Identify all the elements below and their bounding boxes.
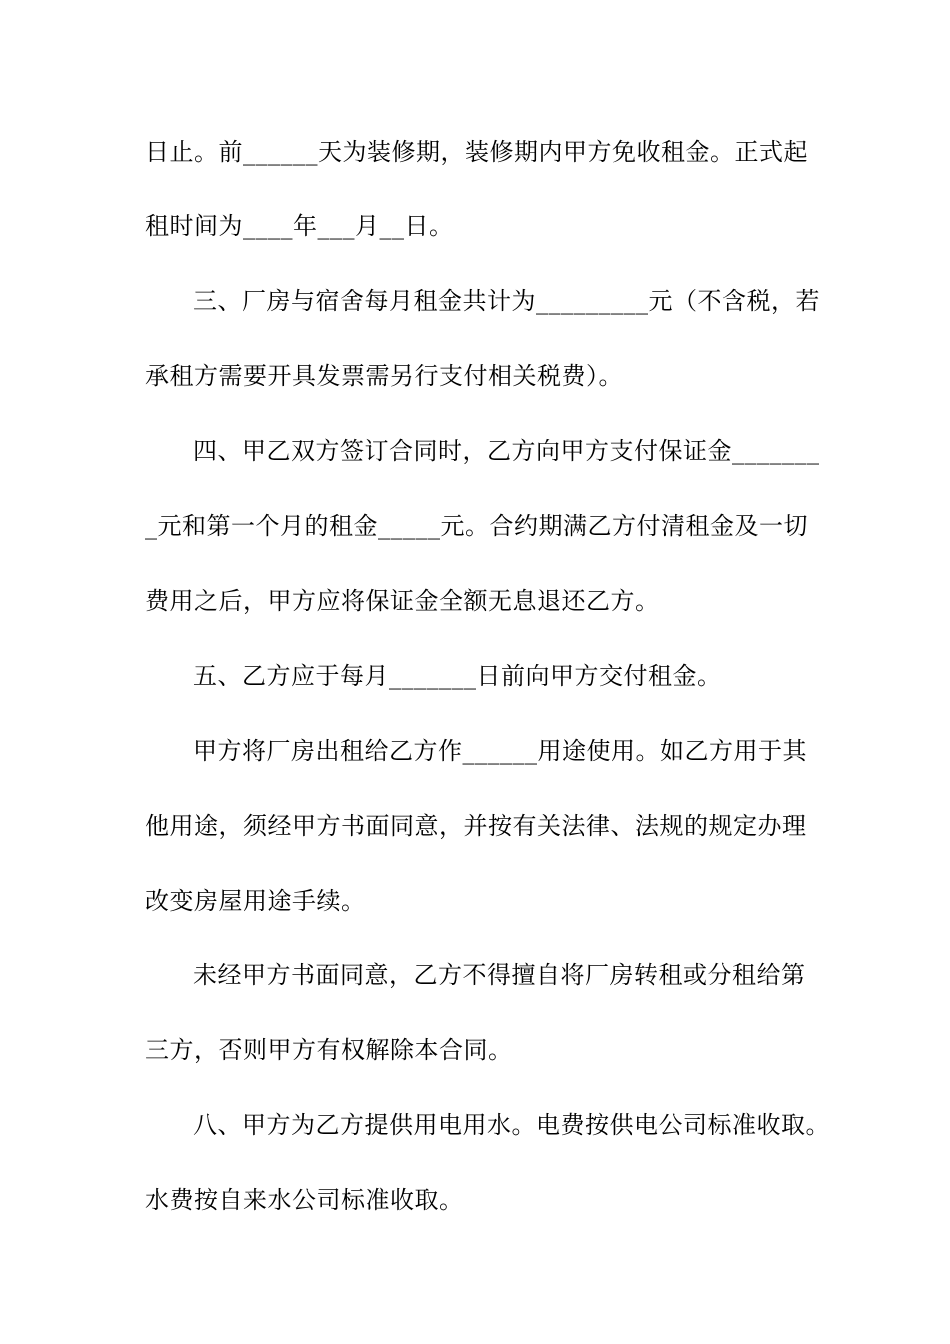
paragraph-usage-line: 甲方将厂房出租给乙方作______用途使用。如乙方用于其 xyxy=(193,737,807,765)
text-line: 费用之后，甲方应将保证金全额无息退还乙方。 xyxy=(145,587,660,615)
text-line: 水费按自来水公司标准收取。 xyxy=(145,1186,464,1214)
text-line: 改变房屋用途手续。 xyxy=(145,887,366,915)
paragraph-sublet-line: 未经甲方书面同意，乙方不得擅自将厂房转租或分租给第 xyxy=(193,961,806,989)
text-line: _元和第一个月的租金_____元。合约期满乙方付清租金及一切 xyxy=(145,512,808,540)
text-line: 三方，否则甲方有权解除本合同。 xyxy=(145,1036,513,1064)
clause-8-line: 八、甲方为乙方提供用电用水。电费按供电公司标准收取。 xyxy=(193,1111,830,1139)
clause-5-line: 五、乙方应于每月_______日前向甲方交付租金。 xyxy=(193,662,722,690)
clause-3-line: 三、厂房与宿舍每月租金共计为_________元（不含税，若 xyxy=(193,287,820,315)
text-line: 租时间为____年___月__日。 xyxy=(145,212,454,240)
text-line: 他用途，须经甲方书面同意，并按有关法律、法规的规定办理 xyxy=(145,812,807,840)
text-line: 日止。前______天为装修期，装修期内甲方免收租金。正式起 xyxy=(145,138,808,166)
clause-4-line: 四、甲乙双方签订合同时，乙方向甲方支付保证金_______ xyxy=(193,437,820,465)
text-line: 承租方需要开具发票需另行支付相关税费）。 xyxy=(145,362,623,390)
